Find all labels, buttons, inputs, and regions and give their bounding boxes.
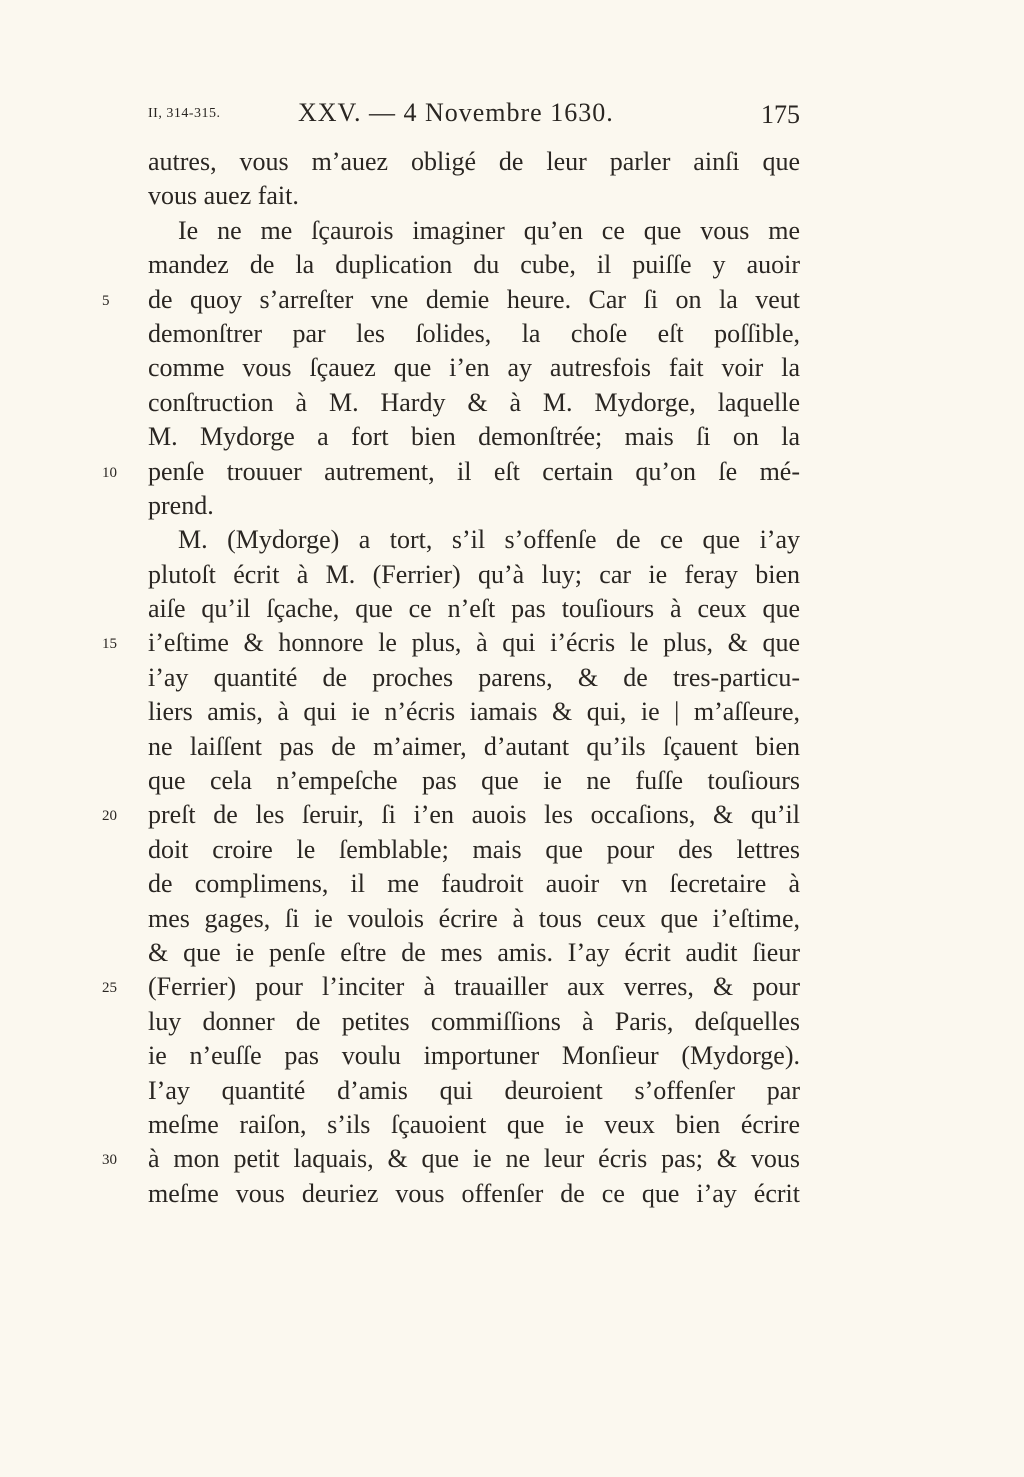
- line-text: meſme raiſon, s’ils ſçauoient que ie veux bien écrire: [148, 1109, 800, 1139]
- body-text: [102, 145, 800, 1211]
- text-line: [148, 420, 800, 454]
- line-text: preſt de les ſeruir, ſi i’en auois les occaſions, & qu’il: [148, 800, 800, 830]
- line-text: mes gages, ſi ie voulois écrire à tous ceux que i’eſtime,: [148, 903, 800, 933]
- line-text: i’ay quantité de proches parens, & de tres-particu-: [148, 662, 800, 692]
- line-text: M. Mydorge a fort bien demonſtrée; mais ſi on la: [148, 422, 800, 452]
- line-text: penſe trouuer autrement, il eſt certain qu’on ſe mé-: [148, 456, 800, 486]
- line-text: meſme vous deuriez vous offenſer de ce que i’ay écrit: [148, 1178, 800, 1208]
- text-line: [148, 730, 800, 764]
- line-text: aiſe qu’il ſçache, que ce n’eſt pas touſiours à ceux que: [148, 594, 800, 624]
- header-reference: II, 314-315.: [148, 106, 221, 121]
- text-line: [148, 1177, 800, 1211]
- text-line: [148, 214, 800, 248]
- page-number: 175: [761, 100, 800, 129]
- text-line: [148, 248, 800, 282]
- line-text: i’eſtime & honnore le plus, à qui i’écris le plus, & que: [148, 628, 800, 658]
- text-line: [102, 626, 800, 660]
- text-line: [148, 317, 800, 351]
- text-line: [148, 592, 800, 626]
- text-line: [148, 1108, 800, 1142]
- line-text: demonſtrer par les ſolides, la choſe eſt poſſible,: [148, 318, 800, 348]
- text-line: [148, 867, 800, 901]
- text-line: [148, 1039, 800, 1073]
- line-text: ne laiſſent pas de m’aimer, d’autant qu’ils ſçauent bien: [148, 731, 800, 761]
- text-line: [148, 489, 800, 523]
- line-text: Ie ne me ſçaurois imaginer qu’en ce que vous me: [178, 215, 800, 245]
- text-line: [148, 661, 800, 695]
- text-line: [148, 764, 800, 798]
- running-header: [148, 98, 800, 134]
- line-number: 25: [102, 980, 117, 997]
- line-number: 20: [102, 808, 117, 825]
- line-text: plutoſt écrit à M. (Ferrier) qu’à luy; car ie feray bien: [148, 559, 800, 589]
- text-line: [148, 1074, 800, 1108]
- line-number: 30: [102, 1152, 117, 1169]
- line-text: de quoy s’arreſter vne demie heure. Car ſi on la veut: [148, 284, 800, 314]
- text-line: [102, 970, 800, 1004]
- text-line: [148, 558, 800, 592]
- text-line: [148, 351, 800, 385]
- text-line: [148, 179, 800, 213]
- line-text: & que ie penſe eſtre de mes amis. I’ay écrit audit ſieur: [148, 937, 800, 967]
- line-text: comme vous ſçauez que i’en ay autresfois fait voir la: [148, 353, 800, 383]
- text-line: [148, 1005, 800, 1039]
- text-line: [148, 833, 800, 867]
- line-text: ie n’euſſe pas voulu importuner Monſieur (Mydorge).: [148, 1041, 800, 1071]
- text-line: [148, 902, 800, 936]
- line-text: vous auez fait.: [148, 181, 299, 211]
- text-line: [148, 523, 800, 557]
- line-text: liers amis, à qui ie n’écris iamais & qui, ie | m’aſſeure,: [148, 697, 800, 727]
- line-text: doit croire le ſemblable; mais que pour des lettres: [148, 834, 800, 864]
- line-text: luy donner de petites commiſſions à Paris, deſquelles: [148, 1006, 800, 1036]
- text-line: [102, 455, 800, 489]
- line-number: 5: [102, 292, 110, 309]
- text-line: [148, 386, 800, 420]
- text-line: [102, 798, 800, 832]
- line-text: M. (Mydorge) a tort, s’il s’offenſe de ce que i’ay: [178, 525, 800, 555]
- line-text: de complimens, il me faudroit auoir vn ſecretaire à: [148, 869, 800, 899]
- text-line: [148, 145, 800, 179]
- text-line: [148, 936, 800, 970]
- line-text: conſtruction à M. Hardy & à M. Mydorge, laquelle: [148, 387, 800, 417]
- line-text: (Ferrier) pour l’inciter à trauailler aux verres, & pour: [148, 972, 800, 1002]
- line-text: I’ay quantité d’amis qui deuroient s’offenſer par: [148, 1075, 800, 1105]
- line-text: prend.: [148, 490, 214, 520]
- line-text: mandez de la duplication du cube, il puiſſe y auoir: [148, 250, 800, 280]
- line-text: que cela n’empeſche pas que ie ne fuſſe touſiours: [148, 766, 800, 796]
- line-text: à mon petit laquais, & que ie ne leur écris pas; & vous: [148, 1144, 800, 1174]
- line-text: autres, vous m’auez obligé de leur parler ainſi que: [148, 147, 800, 176]
- line-number: 10: [102, 464, 117, 481]
- line-number: 15: [102, 636, 117, 653]
- text-line: [102, 283, 800, 317]
- header-title: XXV. — 4 Novembre 1630.: [298, 98, 614, 127]
- text-line: [148, 695, 800, 729]
- text-line: [102, 1142, 800, 1176]
